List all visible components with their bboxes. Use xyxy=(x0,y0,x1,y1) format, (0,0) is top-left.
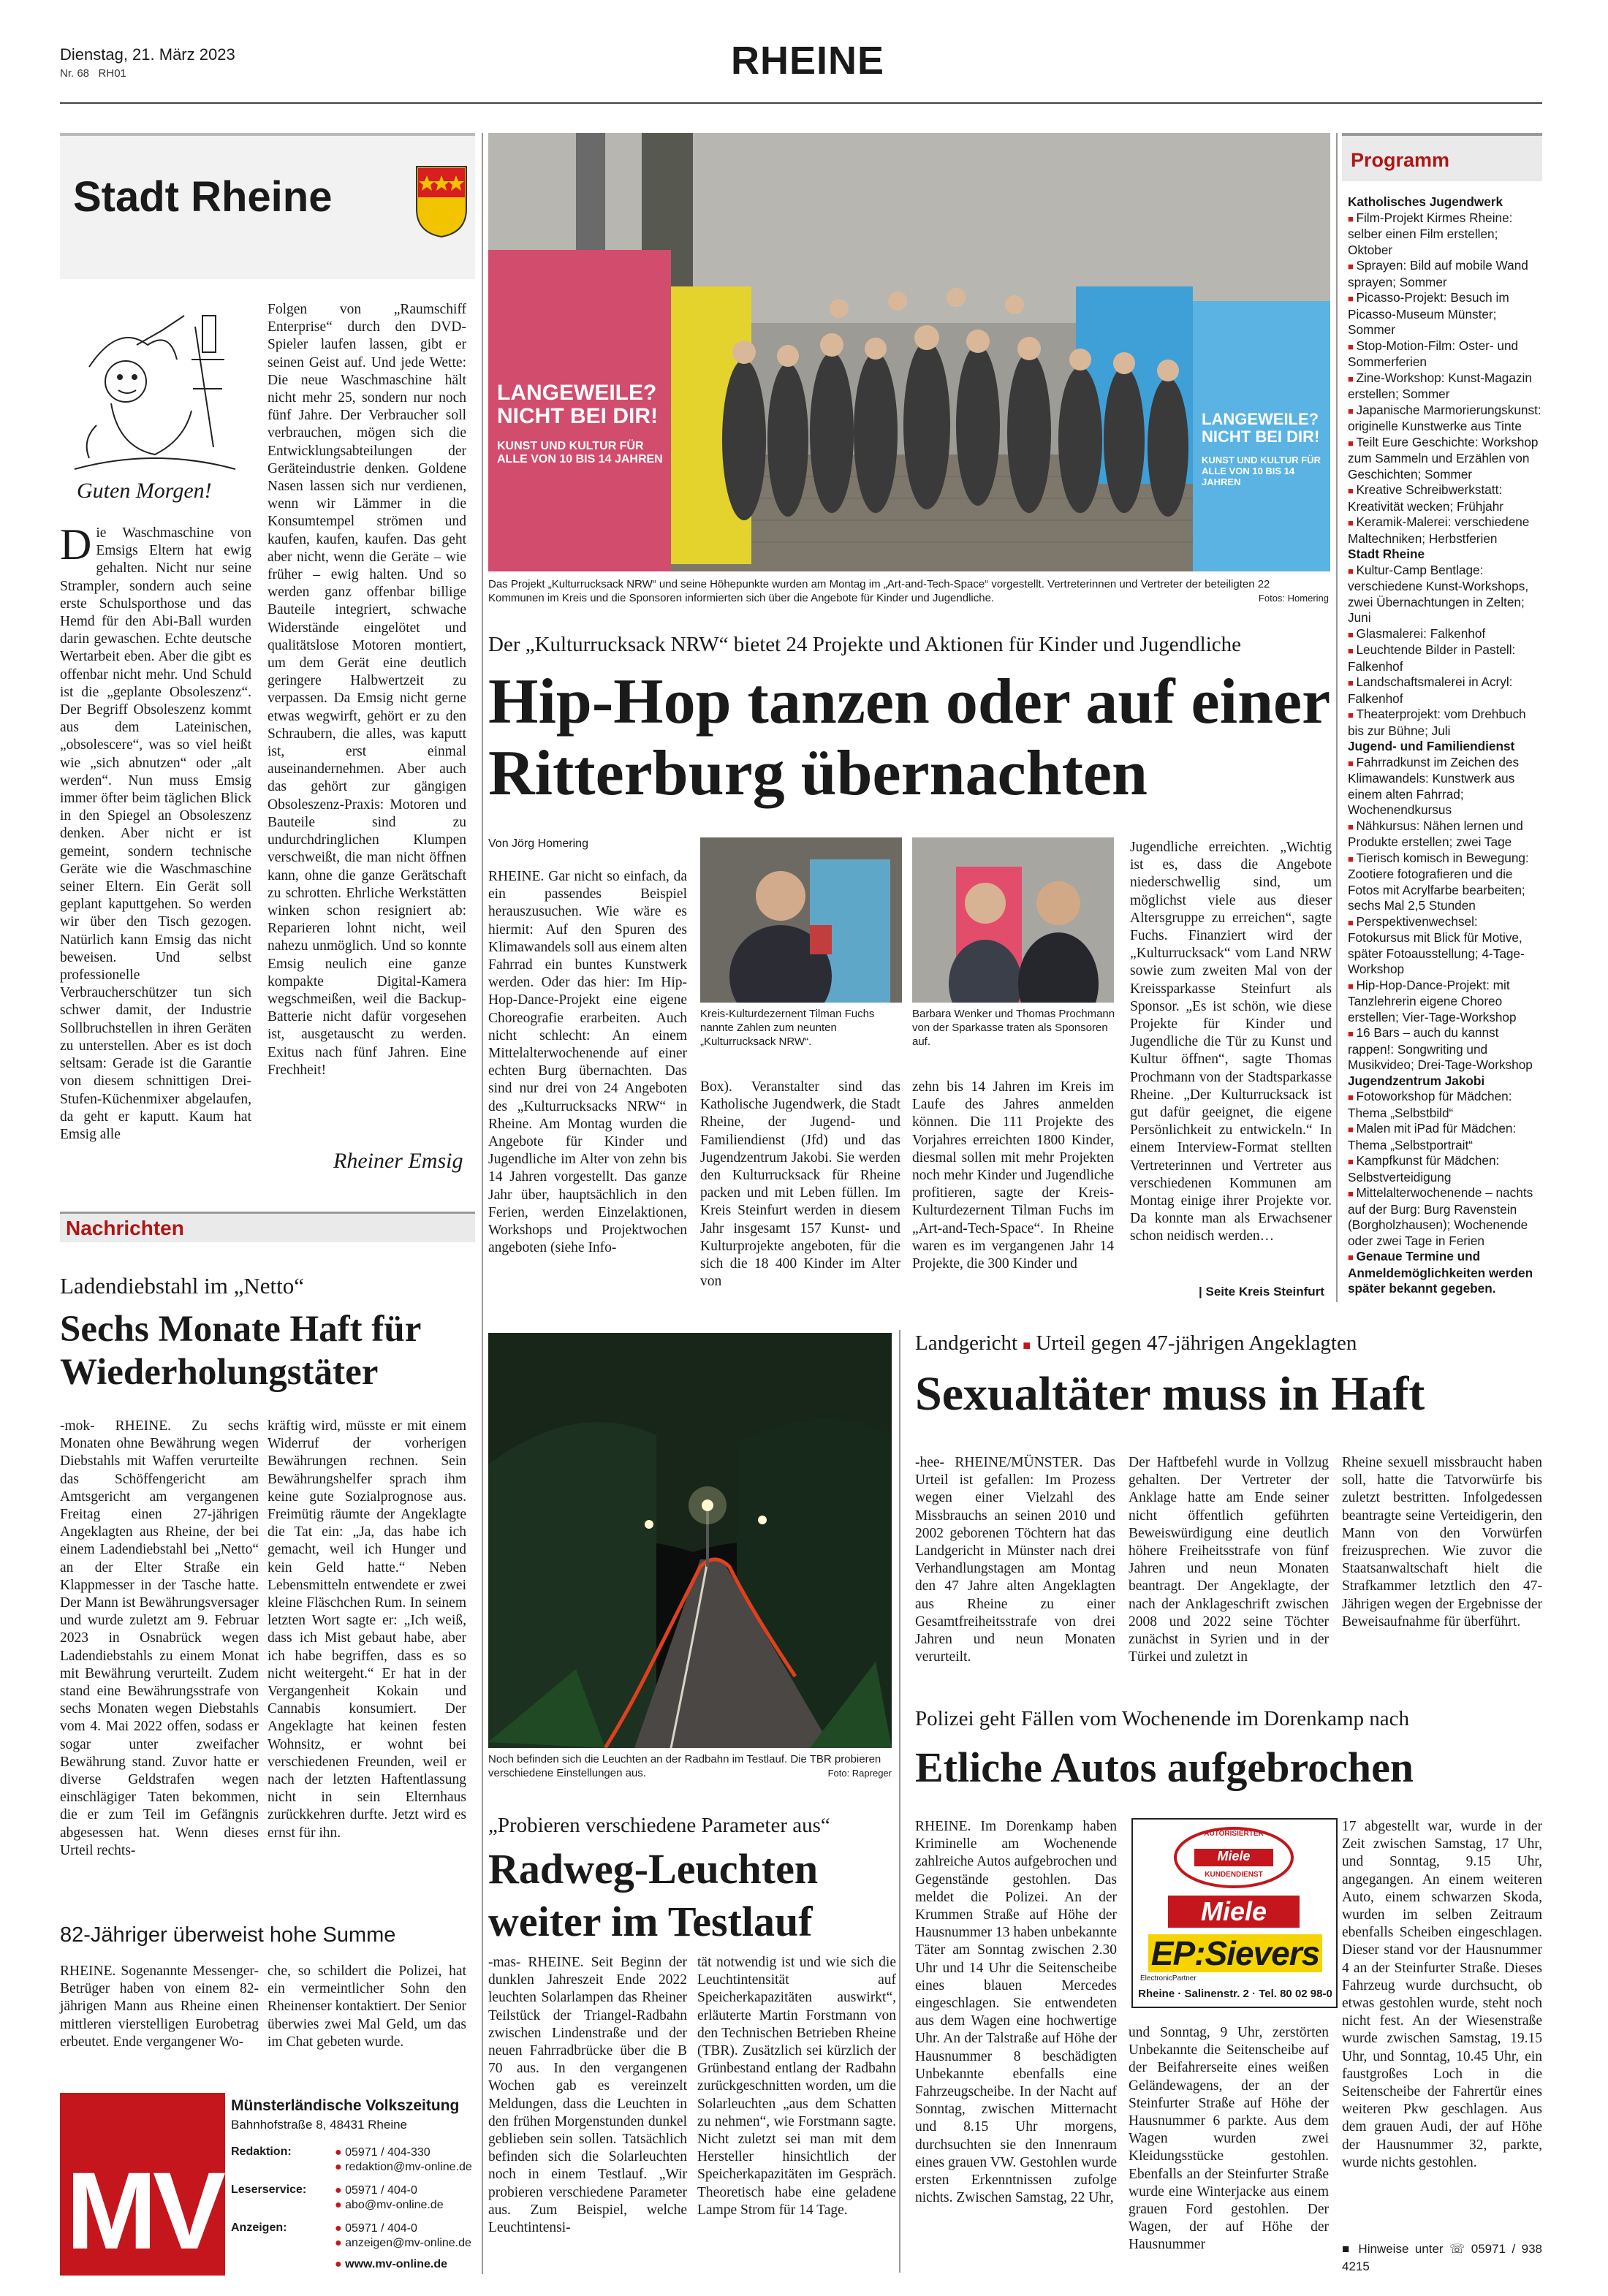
column-text: tät notwendig ist und wie sich die Leuchtintensität auf Speicherkapazitäten auswirkt“, erläuterte Martin Forstmann von den Technischen Betrieben Rheine (TBR). Zusätzlich sei kürzlich der Grünbestand entlang der Radbahn zurückgeschnitten worden, um die Solarleuchten „aus dem Schatten zu nehmen“, wie Forstmann sagte. Nicht zuletzt sei man mit dem Hersteller hinsichtlich der Speicherkapazitäten im Gespräch. Theoretisch habe eine geladene Lampe Strom für 14 Tage. xyxy=(697,1955,896,2218)
publisher-name: Münsterländische Volkszeitung xyxy=(231,2097,460,2114)
column-text: -mok- RHEINE. Zu sechs Monaten ohne Bewährung wegen Diebstahls mit Waffen verurteilte das Schöffengericht am Amtsgericht am vergangenen Freitag einen 27-jährigen Angeklagten aus Rheine, der bei einem Ladendiebstahl bei „Netto“ an der Elter Straße ein Klappmesser in der Tasche hatte. Der Mann ist Bewährungsversager und wurde zuletzt am 9. Februar 2023 in Osnabrück wegen Ladendiebstahls zu einem Monat mit Bewährung verurteilt. Zudem stand eine Bewährungsstrafe von sechs Monaten wegen Diebstahls vom 4. Mai 2022 offen, sodass er sogar unter zweifacher Bewährung stand. Zuvor hatte er diverse Geldstrafen wegen einschlägiger Taten bekommen, die er zum Teil im Gefängnis abgesessen hat. Wenn dieses Urteil rechts- xyxy=(60,1418,259,1858)
column-text: -mas- RHEINE. Seit Beginn der dunklen Jahreszeit Ende 2022 leuchten Solarlampen das Rheiner Teilstück der Triangel-Radbahn zwischen Lindenstraße und der neuen Fahrradbrücke über die B 70 aus. In den vergangenen Wochen gab es vereinzelt Meldungen, dass die Leuchten in den frühen Morgenstunden dunkel geblieben sein sollen. Tatsächlich befinden sich die Solarleuchten noch in einem Testlauf. „Wir probieren verschiedene Parameter aus. Zum Beispiel, welche Leuchtintensi- xyxy=(488,1955,687,2236)
program-item: ■ Teilt Eure Geschichte: Workshop zum Sammeln und Erzählen von Geschichten; Sommer xyxy=(1348,435,1542,483)
column-text: 17 abgestellt war, wurde in der Zeit zwischen Samstag, 17 Uhr, und Sonntag, 9.15 Uhr, angegangen. An einem weiteren Auto, einem schwarzen Skoda, wurden im selben Zeitraum ebenfalls Scheiben eingeschlagen. Dieser stand vor der Hausnummer 4 an der Steinfurter Straße. Dieses Fahrzeug wurde durchsucht, ob etwas gestohlen wurde, steht noch nicht fest. An der Wiesenstraße wurde zwischen Samstag, 19.15 Uhr, und Sonntag, 10.45 Uhr, ein faustgroßes Loch in die Seitenscheibe der Fahrertür eines weiteren Pkw geschlagen. Aus dem grauen Audi, der auf Höhe der Hausnummer 32, parkte, wurde nichts gestohlen. xyxy=(1342,1819,1542,2170)
program-item: ■ Keramik-Malerei: verschiedene Maltechniken; Herbstferien xyxy=(1348,514,1542,547)
column-divider xyxy=(899,1330,900,2273)
kicker: Der „Kulturrucksack NRW“ bietet 24 Projekte und Aktionen für Kinder und Jugendliche xyxy=(488,633,1242,656)
column-text: und Sonntag, 9 Uhr, zerstörten Unbekannte die Seitenscheibe auf der Beifahrerseite eines weißen Geländewagens, der an der Steinfurter Straße auf Höhe der Hausnummer 6 parkte. Aus dem Wagen wurden zwei Kleidungsstücke gestohlen. Ebenfalls an der Steinfurter Straße wurde eine Winterjacke aus einem grauen Ford gestohlen. Der Wagen, der auf Höhe der Hausnummer xyxy=(1129,2025,1329,2253)
poster-subline: KUNST UND KULTUR FÜR ALLE VON 10 BIS 14 JAHREN xyxy=(497,440,663,465)
photo-caption: Noch befinden sich die Leuchten an der Radbahn im Testlauf. Die TBR probieren verschiedene Einstellungen aus. Foto: Rapreger xyxy=(488,1753,892,1779)
photo-caption: Das Projekt „Kulturrucksack NRW“ und seine Höhepunkte wurden am Montag im „Art-and-Tech-Space“ vorgestellt. Vertreterinnen und Vertreter der beteiligten 22 Kommunen im Kreis und die Sponsoren informierten sich über die Angebote für Kinder und Jugendliche. Fotos: Homering xyxy=(488,578,1329,604)
program-item: ■ Nähkursus: Nähen lernen und Produkte erstellen; zwei Tage xyxy=(1348,818,1542,851)
headline: Hip-Hop tanzen oder auf einer Ritterburg übernachten xyxy=(488,666,1330,809)
cartoon-caption: Guten Morgen! xyxy=(77,479,212,503)
poster-subline: KUNST UND KULTUR FÜR ALLE VON 10 BIS 14 JAHREN xyxy=(1202,455,1321,487)
program-item: ■ Kreative Schreibwerkstatt: Kreativität wecken; Frühjahr xyxy=(1348,482,1542,514)
headline: Sechs Monate Haft für Wiederholungstäter xyxy=(60,1309,421,1393)
page-title: RHEINE xyxy=(731,39,885,83)
program-item: ■ Tierisch komisch in Bewegung: Zootiere fotografieren und die Fotos mit Acrylfarbe bearbeiten; sechs Mal 2,5 Stunden xyxy=(1348,851,1542,914)
column-text: Folgen von „Raumschiff Enterprise“ durch den DVD-Spieler laufen lassen, gibt er seinen Geist auf. Und jede Wette: Die neue Waschmaschine hält nicht mehr 25, sondern nur noch fünf Jahre. Der Verbraucher soll verbrauchen, mögen sich die Entwicklungsabteilungen der Geräteindustrie denken. Goldene Nasen lassen sich nur verdienen, wenn wir Lämmer in die Konsumtempel strömen und kaufen, kaufen, kaufen. Das geht aber nicht, wenn die Geräte – wie früher – ewig halten. Und so werden ganz offenbar billige Bauteile integriert, schwache Widerstände eingelötet und qualitätslose Motoren montiert, um dem Gerät eine deutlich geringere Halbwertzeit zu verpassen. Da Emsig nicht gerne etwas wegwirft, gehört er zu den Schraubern, die alles, was kaputt ist, erst einmal auseinandernehmen. Aber auch das gehört zur gängigen Obsoleszenz-Praxis: Motoren und Bauteile sind zu undurchdringlichen Klumpen verschweißt, die man nicht öffnen kann, ohne die ganze Gerätschaft zu schrotten. Ehrliche Werkstätten winken schon resigniert ab: Reparieren lohnt nicht, weil nahezu unmöglich. Und so konnte Emsig neulich eine ganze kompakte Digital-Kamera wegschmeißen, weil die Backup-Batterie nicht dafür vorgesehen ist, ausgetauscht zu werden. Exitus nach fünf Jahren. Eine Frechheit! xyxy=(268,302,466,1078)
column-text: kräftig wird, müsste er mit einem Widerruf der vorherigen Bewährungen rechnen. Sein Bewährungshelfer sprach ihm keine gute Sozialprognose aus. Freimütig räumte der Angeklagte die Tat ein: „Ja, das habe ich gemacht, weil ich Hunger und kein Geld hatte.“ Neben Lebensmitteln entwendete er zwei kleine Fläschchen Rum. In seinem letzten Wort sagte er: „Ich weiß, dass ich Mist gebaut habe, aber ich habe begriffen, dass es so nicht weitergeht.“ Er hat in der Vergangenheit Kokain und Cannabis konsumiert. Der Angeklagte hat keinen festen Wohnsitz, er wohnt bei verschiedenen Freunden, weil er nach der letzten Haftentlassung nicht in sein Elternhaus zurückkehren durfte. Jetzt wird es ernst für ihn. xyxy=(268,1418,466,1841)
speaker-photo xyxy=(700,837,902,1003)
hotline-hint: ■ Hinweise unter ☏ 05971 / 938 4215 xyxy=(1342,2242,1542,2274)
badge-top-text: AUTORISIERTER xyxy=(1204,1830,1264,1838)
program-item: ■ Fahrradkunst im Zeichen des Klimawandels: Kunstwerk aus einem alten Fahrrad; Wochenendkursus xyxy=(1348,755,1542,818)
program-item: ■ Leuchtende Bilder in Pastell: Falkenhof xyxy=(1348,642,1542,674)
program-item: ■ Perspektivenwechsel: Fotokursus mit Blick für Motive, später Fotoausstellung; 4-Tage-Workshop xyxy=(1348,914,1542,978)
night-path-photo xyxy=(488,1333,892,1748)
badge-bottom-text: KUNDENDIENST xyxy=(1205,1871,1263,1879)
group-photo xyxy=(488,133,1330,571)
contact-lines: ● 05971 / 404-0 ● abo@mv-online.de xyxy=(335,2184,444,2211)
photo-caption: Barbara Wenker und Thomas Prochmann von der Sparkasse traten als Sponsoren auf. xyxy=(912,1008,1115,1048)
issue-date: Dienstag, 21. März 2023 xyxy=(60,45,235,64)
program-item: ■ Fotoworkshop für Mädchen: Thema „Selbstbild“ xyxy=(1348,1089,1542,1121)
program-footer: ■ Genaue Termine und Anmeldemöglichkeiten werden später bekannt gegeben. xyxy=(1348,1249,1542,1297)
column-text: Rheine sexuell missbraucht haben soll, hatte die Tatvorwürfe bis zuletzt bestritten. Infolgedessen beantragte seine Verteidigerin, den Mann von den Vorwürfen freizusprechen. Wie zuvor die Staatsanwaltschaft hielt die Strafkammer letztlich den 47-Jährigen wegen der Ergebnisse der Beweisaufnahme für überführt. xyxy=(1342,1455,1542,1630)
kicker: Polizei geht Fällen vom Wochenende im Dorenkamp nach xyxy=(915,1707,1410,1730)
brand-logo: MV xyxy=(60,2093,225,2276)
column-text: Box). Veranstalter sind das Katholische Jugendwerk, die Stadt Rheine, der Jugend- und Familiendienst (Jfd) und das Jugendzentrum Jakobi. Sie werden den Kulturrucksack für Rheine packen und mit Leben füllen. Im Kreis Steinfurt werden in diesem Jahr insgesamt 157 Kunst- und Kulturprojekte angeboten, für die sich die 18 400 Kinder im Alter von xyxy=(700,1079,900,1290)
program-group-title: Jugend- und Familiendienst xyxy=(1348,739,1515,753)
column-divider xyxy=(482,133,483,2274)
program-item: ■ Zine-Workshop: Kunst-Magazin erstellen; Sommer xyxy=(1348,370,1542,403)
poster-slogan: LANGEWEILE? NICHT BEI DIR! xyxy=(497,381,658,428)
brand-name: Miele xyxy=(1200,1896,1267,1926)
program-item: ■ Japanische Marmorierungskunst: originelle Kunstwerke aus Tinte xyxy=(1348,403,1542,435)
badge-brand: Miele xyxy=(1217,1849,1251,1863)
program-item: ■ Hip-Hop-Dance-Projekt: mit Tanzlehrerin eigene Choreo erstellen; Vier-Tage-Workshop xyxy=(1348,978,1542,1026)
contact-label: Anzeigen: xyxy=(231,2221,287,2234)
column-text: Jugendliche erreichten. „Wichtig ist es, dass die Angebote niederschwellig sind, um möglichst viele aus dieser Altersgruppe zu erreichen“, sagte Fuchs. Finanziert wird der „Kulturrucksack“ vom Land NRW sowie zum zweiten Mal von der Kreissparkasse Steinfurt als Sponsor. „Es ist schön, wie diese Projekte für Kinder und Jugendliche die Tür zu Kunst und Kultur öffnen“, sagte Thomas Prochmann von der Stadtsparkasse Rheine. „Der Kulturrucksack ist gut dafür geeignet, die eigene Persönlichkeit zu entwickeln.“ In einem Interview-Format stellten Vertreterinnen und Vertreter aus verschiedenen Kommunen am Montag einige ihrer Projekte vor. Da konnte man als Erwachsener schon neidisch werden… xyxy=(1130,840,1332,1244)
section-banner xyxy=(60,133,475,279)
continue-link[interactable]: | Seite Kreis Steinfurt xyxy=(1199,1285,1324,1299)
contact-lines: ● 05971 / 404-330 ● redaktion@mv-online.de xyxy=(335,2146,472,2173)
program-item: ■ Sprayen: Bild auf mobile Wand sprayen; Sommer xyxy=(1348,258,1542,290)
column-text: che, so schildert die Polizei, hat ein vermeintlicher Sohn den Rheinenser kontaktiert. Der Senior überwies zwei Mal Geld, um das im Chat gebeten wurde. xyxy=(268,1964,466,2050)
program-item: ■ Theaterprojekt: vom Drehbuch bis zur Bühne; Juli xyxy=(1348,707,1542,739)
headline: Radweg-Leuchten weiter im Testlauf xyxy=(488,1845,819,1945)
contact-label: Leserservice: xyxy=(231,2183,307,2196)
contact-lines: ● 05971 / 404-0 ● anzeigen@mv-online.de xyxy=(335,2222,471,2249)
sidebar-header: Programm xyxy=(1342,133,1542,181)
issue-number: Nr. 68 RH01 xyxy=(60,67,126,80)
program-item: ■ 16 Bars – auch du kannst rappen!: Songwriting und Musikvideo; Drei-Tage-Workshop xyxy=(1348,1025,1542,1073)
program-group-title: Katholisches Jugendwerk xyxy=(1348,194,1503,209)
photo-image xyxy=(488,133,1330,571)
program-item: ■ Kultur-Camp Bentlage: verschiedene Kunst-Workshops, zwei Übernachtungen in Zelten; Juni xyxy=(1348,563,1542,626)
coat-of-arms-icon xyxy=(415,165,468,238)
drop-cap: D xyxy=(60,520,92,569)
headline: Sexualtäter muss in Haft xyxy=(915,1367,1425,1421)
company-address: Rheine · Salinenstr. 2 · Tel. 80 02 98-0 xyxy=(1138,1988,1332,2000)
contact-label: Redaktion: xyxy=(231,2145,292,2158)
kicker: Ladendiebstahl im „Netto“ xyxy=(60,1273,304,1299)
program-item: ■ Glasmalerei: Falkenhof xyxy=(1348,626,1542,643)
program-group-title: Stadt Rheine xyxy=(1348,547,1425,561)
section-label: Stadt Rheine xyxy=(73,173,333,221)
column-divider xyxy=(1336,133,1338,1302)
program-item: ■ Picasso-Projekt: Besuch im Picasso-Museum Münster; Sommer xyxy=(1348,290,1542,338)
signature: Rheiner Emsig xyxy=(333,1149,463,1173)
program-item: ■ Film-Projekt Kirmes Rheine: selber einen Film erstellen; Oktober xyxy=(1348,210,1542,259)
advertisement[interactable] xyxy=(1131,1818,1338,2008)
column-text: RHEINE. Sogenannte Messenger-Betrüger haben von einem 82-jährigen Mann aus Rheine einen mittleren vierstelligen Eurobetrag erbeutet. Ende vergangener Wo- xyxy=(60,1964,259,2050)
company-name: EP:Sievers xyxy=(1137,1934,1333,1973)
program-list xyxy=(1348,194,1542,1297)
publisher-address: Bahnhofstraße 8, 48431 Rheine xyxy=(231,2118,408,2132)
column-text: RHEINE. Gar nicht so einfach, da ein passendes Beispiel herauszusuchen. Wie wäre es hiermit: Auf den Spuren des Klimawandels soll aus einem alten Fahrrad ein buntes Kunstwerk werden. Oder das hier: Im Hip-Hop-Dance-Projekt eine eigene Choreografie erarbeiten. Auch nicht schlecht: An einem Mittelalterwochenende auf einer echten Burg übernachten. Das sind nur drei von 24 Angeboten des „Kulturrucksacks NRW“ in Rheine. Am Montag wurden die Angebote für Kinder und Jugendliche im Alter von zehn bis 14 Jahren vorgestellt. Das ganze Jahr über, hauptsächlich in den Ferien, werden Einzelaktionen, Workshops und Projektwochen angeboten (siehe Info- xyxy=(488,869,687,1256)
headline: Etliche Autos aufgebrochen xyxy=(915,1744,1414,1791)
program-item: ■ Mittelalterwochenende – nachts auf der Burg: Burg Ravenstein (Borgholzhausen); Wochenende oder zwei Tage in Ferien xyxy=(1348,1185,1542,1249)
column-text: Der Haftbefehl wurde in Vollzug gehalten. Der Vertreter der Anklage hatte am Ende seiner nicht öffentlich geführten Beweiswürdigung eine deutlich höhere Freiheitsstrafe von fünf Jahren und neun Monaten beantragt. Der Angeklagte, der nach der Anklageschrift zwischen 2008 und 2022 seine Töchter zunächst in Syrien und in der Türkei und zuletzt in xyxy=(1129,1455,1329,1665)
headline: 82-Jähriger überweist hohe Summe xyxy=(60,1923,396,1947)
masthead-box xyxy=(60,2093,477,2276)
kicker: Landgericht ■ Urteil gegen 47-jährigen Angeklagten xyxy=(915,1331,1357,1355)
program-item: ■ Stop-Motion-Film: Oster- und Sommerferien xyxy=(1348,338,1542,370)
header-rule xyxy=(60,102,1542,104)
website-link[interactable]: ● www.mv-online.de xyxy=(335,2258,447,2270)
program-item: ■ Landschaftsmalerei in Acryl: Falkenhof xyxy=(1348,674,1542,707)
kicker: „Probieren verschiedene Parameter aus“ xyxy=(488,1814,830,1837)
byline: Von Jörg Homering xyxy=(488,837,588,850)
program-item: ■ Malen mit iPad für Mädchen: Thema „Selbstportrait“ xyxy=(1348,1121,1542,1153)
sponsor-photo xyxy=(912,837,1114,1003)
column-text: zehn bis 14 Jahren im Kreis im Laufe des Jahres anmelden können. Die 111 Projekte des Vorjahres erreichten 1800 Kinder, diesmal sollen mit mehr Projekten noch mehr Kinder und Jugendliche profitieren, sagte der Kreis-Kulturdezernent Tilman Fuchs im „Art-and-Tech-Space“. In Rheine waren es im vergangenen Jahr 14 Projekte, die 300 Kinder und xyxy=(912,1079,1114,1272)
section-header: Nachrichten xyxy=(60,1212,475,1242)
column-text: RHEINE. Im Dorenkamp haben Kriminelle am Wochenende zahlreiche Autos aufgebrochen und Gegenstände gestohlen. Das meldet die Polizei. An der Krummen Straße auf Höhe der Hausnummer 13 haben unbekannte Täter am Sonntag zwischen 2.30 Uhr und 14 Uhr die Seitenscheibe eines blauen Mercedes eingeschlagen. Sie entwendeten aus dem Wagen eine hochwertige Uhr. An der Talstraße auf Höhe der Hausnummer 8 beschädigten Unbekannte ebenfalls eine Fahrzeugscheibe. In der Nacht auf Sonntag, zwischen Mitternacht und 8.15 Uhr morgens, durchsuchten sie den Innenraum eines grauen VW. Gestohlen wurde ersten Erkenntnissen zufolge nichts. Zwischen Samstag, 22 Uhr, xyxy=(915,1819,1117,2206)
tagline: ElectronicPartner xyxy=(1140,1974,1196,1983)
column-text: Die Waschmaschine von Emsigs Eltern hat ewig gehalten. Nicht nur seine Strampler, sondern auch seine erste Schulsporthose und das Hemd für den Abi-Ball wurden darin gewaschen. Echte deutsche Wertarbeit eben. Aber die gibt es offenbar nicht mehr. Und Schuld ist die „geplante Obsoleszenz“. Der Begriff Obsoleszenz kommt aus dem Lateinischen, „obsolescere“, was so viel heißt wie „sich abnutzen“ oder „alt werden“. Nun muss Emsig immer öfter beim täglichen Blick in den Spiegel an Obsoleszenz denken. Aber nicht er ist gemeint, sondern technische Geräte wie die Waschmaschine seiner Eltern. Ein Gerät soll geplant kaputtgehen. So werden wir über den Tisch gezogen. Natürlich kann Emsig das nicht beweisen. Und selbst professionelle Verbraucherschützer tun sich schwer damit, der Industrie Sollbruchstellen in ihren Geräten zu unterstellen. Aber es ist doch seltsam: Gerade ist die Garantie von diesem schnittigen Drei-Stufen-Küchenmixer abgelaufen, da geht er kaputt. Kaum hat Emsig alle xyxy=(60,520,251,1142)
column-text: -hee- RHEINE/MÜNSTER. Das Urteil ist gefallen: Im Prozess wegen einer Vielzahl des Missbrauchs an seinen 2010 und 2002 geborenen Töchtern hat das Landgericht in Münster nach drei Verhandlungstagen am Montag den 47 Jahre alten Angeklagten aus Rheine zu einer Gesamtfreiheitsstrafe von drei Jahren und neun Monaten verurteilt. xyxy=(915,1455,1115,1665)
photo-caption: Kreis-Kulturdezernent Tilman Fuchs nannte Zahlen zum neunten „Kulturrucksack NRW“. xyxy=(700,1008,875,1048)
program-group-title: Jugendzentrum Jakobi xyxy=(1348,1073,1485,1088)
poster-slogan: LANGEWEILE? NICHT BEI DIR! xyxy=(1202,410,1320,446)
program-item: ■ Kampfkunst für Mädchen: Selbstverteidigung xyxy=(1348,1153,1542,1185)
